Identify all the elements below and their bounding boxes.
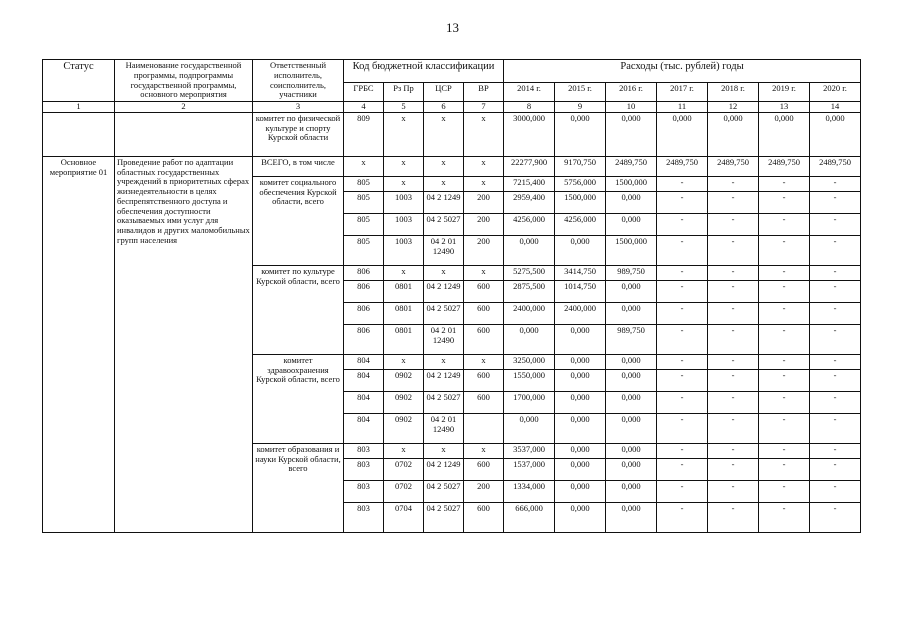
cell-col-6: 04 2 5027 [424, 213, 464, 235]
cell-col-9: 0,000 [555, 391, 606, 413]
cell-col-6: 04 2 1249 [424, 280, 464, 302]
cell-col-6: х [424, 176, 464, 191]
cell-col-13: 0,000 [759, 112, 810, 156]
cell-col-5: х [384, 112, 424, 156]
cell-col-14: - [810, 413, 861, 443]
cell-col-5: 0801 [384, 302, 424, 324]
cell-col-8: 1700,000 [504, 391, 555, 413]
cell-col-11: - [657, 280, 708, 302]
cell-col-10: 0,000 [606, 112, 657, 156]
header-status: Статус [43, 60, 115, 102]
header-sub-10: 2020 г. [810, 82, 861, 101]
total-label: ВСЕГО, в том числе [253, 156, 344, 176]
cell-col-4: 806 [344, 280, 384, 302]
header-budget-code: Код бюджетной классификации [344, 60, 504, 83]
cell-col-12: - [708, 502, 759, 532]
cell-col-14: - [810, 302, 861, 324]
cell-col-14: - [810, 369, 861, 391]
cell-col-11: - [657, 213, 708, 235]
cell-col-8: 2875,500 [504, 280, 555, 302]
cell-col-14: - [810, 235, 861, 265]
header-col-number-2: 2 [115, 102, 253, 113]
cell-col-11: - [657, 480, 708, 502]
cell-col-7: 600 [464, 302, 504, 324]
cell-col-7: х [464, 112, 504, 156]
cell-col-9: 1500,000 [555, 191, 606, 213]
cell-col-10: 0,000 [606, 354, 657, 369]
cell-col-9: 3414,750 [555, 265, 606, 280]
header-responsible: Ответственный исполнитель, соисполнитель, участники [253, 60, 344, 102]
cell-col-5: х [384, 354, 424, 369]
cell-col-10: 0,000 [606, 480, 657, 502]
cell-col-10: 989,750 [606, 265, 657, 280]
cell-col-10: 0,000 [606, 458, 657, 480]
name-cell-empty [115, 112, 253, 156]
event-name: Проведение работ по адаптации областных государственных учреждений в приоритетных сферах жизнедеятельности в целях беспрепятственного доступа и обеспечения доступности оказываемых ими услуг для инвалидов и других маломобильных групп населения [115, 156, 253, 532]
cell-col-6: 04 2 1249 [424, 191, 464, 213]
cell-col-6: х [424, 443, 464, 458]
group-label-3: комитет образования и науки Курской области, всего [253, 443, 344, 532]
cell-col-6: х [424, 265, 464, 280]
cell-col-9: 0,000 [555, 443, 606, 458]
header-col-number-14: 14 [810, 102, 861, 113]
cell-col-4: 806 [344, 265, 384, 280]
table-body [43, 112, 861, 532]
cell-col-13: - [759, 213, 810, 235]
group-label-0: комитет социального обеспечения Курской области, всего [253, 176, 344, 265]
table-row [43, 112, 861, 156]
cell-col-4: 803 [344, 502, 384, 532]
cell-col-12: - [708, 324, 759, 354]
header-col-number-13: 13 [759, 102, 810, 113]
cell-col-6: 04 2 5027 [424, 502, 464, 532]
cell-col-10: 0,000 [606, 443, 657, 458]
cell-col-12: - [708, 443, 759, 458]
cell-col-6: 04 2 01 12490 [424, 413, 464, 443]
header-name: Наименование государственной программы, подпрограммы государственной программы, основного мероприятия [115, 60, 253, 102]
cell-col-11: - [657, 235, 708, 265]
cell-col-5: х [384, 265, 424, 280]
event-status: Основное мероприятие 01 [43, 156, 115, 532]
cell-col-13: 2489,750 [759, 156, 810, 176]
cell-col-8: 1334,000 [504, 480, 555, 502]
cell-col-14: - [810, 280, 861, 302]
cell-col-4: 804 [344, 369, 384, 391]
header-column-numbers [43, 102, 861, 113]
cell-col-13: - [759, 443, 810, 458]
cell-col-4: 803 [344, 480, 384, 502]
cell-col-9: 0,000 [555, 369, 606, 391]
cell-col-14: - [810, 213, 861, 235]
header-sub-6: 2016 г. [606, 82, 657, 101]
cell-col-12: - [708, 280, 759, 302]
cell-col-4: 803 [344, 443, 384, 458]
cell-col-14: - [810, 191, 861, 213]
header-col-number-12: 12 [708, 102, 759, 113]
cell-col-10: 0,000 [606, 213, 657, 235]
cell-col-10: 0,000 [606, 369, 657, 391]
cell-col-8: 1550,000 [504, 369, 555, 391]
cell-col-7: 200 [464, 235, 504, 265]
cell-col-14: - [810, 265, 861, 280]
cell-col-5: 0902 [384, 391, 424, 413]
cell-col-5: 1003 [384, 235, 424, 265]
status-cell-empty [43, 112, 115, 156]
table-row [43, 156, 861, 176]
cell-col-7: 600 [464, 369, 504, 391]
cell-col-9: 0,000 [555, 502, 606, 532]
cell-col-11: - [657, 354, 708, 369]
header-sub-1: Рз Пр [384, 82, 424, 101]
cell-col-4: 805 [344, 213, 384, 235]
header-sub-0: ГРБС [344, 82, 384, 101]
cell-col-4: 805 [344, 176, 384, 191]
cell-col-5: 0801 [384, 280, 424, 302]
header-sub-7: 2017 г. [657, 82, 708, 101]
cell-col-11: - [657, 443, 708, 458]
cell-col-8: 3250,000 [504, 354, 555, 369]
cell-col-11: - [657, 191, 708, 213]
header-sub-3: ВР [464, 82, 504, 101]
cell-col-7: 200 [464, 191, 504, 213]
cell-col-14: - [810, 443, 861, 458]
cell-col-9: 0,000 [555, 324, 606, 354]
cell-col-8: 7215,400 [504, 176, 555, 191]
cell-col-11: - [657, 302, 708, 324]
cell-col-9: 0,000 [555, 458, 606, 480]
cell-col-14: - [810, 480, 861, 502]
cell-col-7: 200 [464, 480, 504, 502]
cell-col-13: - [759, 324, 810, 354]
cell-col-9: 0,000 [555, 413, 606, 443]
cell-col-14: 0,000 [810, 112, 861, 156]
cell-col-10: 0,000 [606, 280, 657, 302]
cell-col-12: - [708, 213, 759, 235]
cell-col-7: 600 [464, 280, 504, 302]
cell-col-13: - [759, 413, 810, 443]
cell-col-10: 0,000 [606, 391, 657, 413]
header-col-number-6: 6 [424, 102, 464, 113]
header-col-number-3: 3 [253, 102, 344, 113]
cell-col-10: 1500,000 [606, 176, 657, 191]
cell-col-14: - [810, 458, 861, 480]
cell-col-9: 0,000 [555, 480, 606, 502]
cell-col-12: - [708, 354, 759, 369]
cell-col-4: 805 [344, 235, 384, 265]
cell-col-4: 809 [344, 112, 384, 156]
cell-col-9: 4256,000 [555, 213, 606, 235]
cell-col-4: х [344, 156, 384, 176]
cell-col-11: - [657, 458, 708, 480]
cell-col-13: - [759, 235, 810, 265]
cell-col-6: 04 2 1249 [424, 369, 464, 391]
cell-col-10: 989,750 [606, 324, 657, 354]
cell-col-7: х [464, 156, 504, 176]
cell-col-6: х [424, 112, 464, 156]
cell-col-4: 804 [344, 354, 384, 369]
cell-col-9: 5756,000 [555, 176, 606, 191]
header-col-number-8: 8 [504, 102, 555, 113]
cell-col-11: - [657, 369, 708, 391]
cell-col-4: 806 [344, 324, 384, 354]
header-col-number-7: 7 [464, 102, 504, 113]
cell-col-10: 1500,000 [606, 235, 657, 265]
cell-col-13: - [759, 502, 810, 532]
budget-table [42, 59, 861, 533]
cell-col-8: 5275,500 [504, 265, 555, 280]
cell-col-13: - [759, 391, 810, 413]
cell-col-14: - [810, 391, 861, 413]
group-label-1: комитет по культуре Курской области, всего [253, 265, 344, 354]
cell-col-10: 0,000 [606, 502, 657, 532]
cell-col-12: - [708, 235, 759, 265]
cell-col-14: - [810, 176, 861, 191]
cell-col-12: 0,000 [708, 112, 759, 156]
cell-col-8: 4256,000 [504, 213, 555, 235]
cell-col-7: х [464, 354, 504, 369]
header-col-number-9: 9 [555, 102, 606, 113]
cell-col-4: 804 [344, 413, 384, 443]
cell-col-12: - [708, 458, 759, 480]
cell-col-6: 04 2 5027 [424, 391, 464, 413]
cell-col-6: 04 2 5027 [424, 302, 464, 324]
cell-col-5: 0702 [384, 458, 424, 480]
cell-col-7: х [464, 176, 504, 191]
cell-col-9: 1014,750 [555, 280, 606, 302]
cell-col-5: х [384, 443, 424, 458]
cell-col-10: 0,000 [606, 191, 657, 213]
header-sub-4: 2014 г. [504, 82, 555, 101]
cell-col-13: - [759, 280, 810, 302]
cell-col-5: 0902 [384, 413, 424, 443]
cell-col-10: 0,000 [606, 413, 657, 443]
cell-col-12: 2489,750 [708, 156, 759, 176]
cell-col-7: 600 [464, 502, 504, 532]
cell-col-13: - [759, 191, 810, 213]
cell-col-8: 3537,000 [504, 443, 555, 458]
cell-col-6: х [424, 354, 464, 369]
cell-col-12: - [708, 413, 759, 443]
cell-col-8: 3000,000 [504, 112, 555, 156]
cell-col-7: х [464, 443, 504, 458]
responsible-cell: комитет по физической культуре и спорту Курской области [253, 112, 344, 156]
header-expenses: Расходы (тыс. рублей) годы [504, 60, 861, 83]
cell-col-12: - [708, 369, 759, 391]
cell-col-8: 1537,000 [504, 458, 555, 480]
cell-col-6: 04 2 01 12490 [424, 235, 464, 265]
cell-col-11: - [657, 502, 708, 532]
cell-col-11: 2489,750 [657, 156, 708, 176]
cell-col-11: - [657, 324, 708, 354]
cell-col-11: - [657, 413, 708, 443]
cell-col-6: 04 2 1249 [424, 458, 464, 480]
cell-col-14: 2489,750 [810, 156, 861, 176]
cell-col-13: - [759, 458, 810, 480]
cell-col-6: 04 2 01 12490 [424, 324, 464, 354]
cell-col-11: 0,000 [657, 112, 708, 156]
cell-col-12: - [708, 391, 759, 413]
cell-col-13: - [759, 369, 810, 391]
cell-col-4: 806 [344, 302, 384, 324]
cell-col-12: - [708, 480, 759, 502]
cell-col-5: 1003 [384, 213, 424, 235]
cell-col-10: 2489,750 [606, 156, 657, 176]
cell-col-8: 2400,000 [504, 302, 555, 324]
cell-col-5: х [384, 176, 424, 191]
cell-col-5: 0702 [384, 480, 424, 502]
cell-col-11: - [657, 265, 708, 280]
cell-col-7: 600 [464, 458, 504, 480]
cell-col-13: - [759, 302, 810, 324]
cell-col-13: - [759, 265, 810, 280]
cell-col-11: - [657, 391, 708, 413]
cell-col-7 [464, 413, 504, 443]
cell-col-4: 805 [344, 191, 384, 213]
cell-col-5: 0902 [384, 369, 424, 391]
header-sub-2: ЦСР [424, 82, 464, 101]
cell-col-7: х [464, 265, 504, 280]
header-col-number-10: 10 [606, 102, 657, 113]
header-col-number-11: 11 [657, 102, 708, 113]
cell-col-8: 22277,900 [504, 156, 555, 176]
cell-col-4: 803 [344, 458, 384, 480]
cell-col-9: 0,000 [555, 354, 606, 369]
cell-col-13: - [759, 480, 810, 502]
cell-col-4: 804 [344, 391, 384, 413]
header-sub-8: 2018 г. [708, 82, 759, 101]
cell-col-7: 600 [464, 391, 504, 413]
cell-col-5: х [384, 156, 424, 176]
cell-col-9: 9170,750 [555, 156, 606, 176]
cell-col-13: - [759, 176, 810, 191]
cell-col-14: - [810, 502, 861, 532]
cell-col-9: 2400,000 [555, 302, 606, 324]
cell-col-5: 0801 [384, 324, 424, 354]
header-col-number-1: 1 [43, 102, 115, 113]
cell-col-14: - [810, 324, 861, 354]
group-label-2: комитет здравоохранения Курской области, всего [253, 354, 344, 443]
header-sub-9: 2019 г. [759, 82, 810, 101]
cell-col-12: - [708, 302, 759, 324]
cell-col-5: 1003 [384, 191, 424, 213]
cell-col-12: - [708, 176, 759, 191]
cell-col-9: 0,000 [555, 112, 606, 156]
cell-col-8: 0,000 [504, 413, 555, 443]
header-col-number-4: 4 [344, 102, 384, 113]
page-number: 13 [446, 20, 459, 35]
cell-col-10: 0,000 [606, 302, 657, 324]
cell-col-12: - [708, 191, 759, 213]
cell-col-8: 0,000 [504, 235, 555, 265]
cell-col-6: х [424, 156, 464, 176]
header-col-number-5: 5 [384, 102, 424, 113]
cell-col-7: 600 [464, 324, 504, 354]
cell-col-8: 666,000 [504, 502, 555, 532]
cell-col-8: 2959,400 [504, 191, 555, 213]
table-header [43, 60, 861, 113]
header-sub-5: 2015 г. [555, 82, 606, 101]
cell-col-8: 0,000 [504, 324, 555, 354]
cell-col-6: 04 2 5027 [424, 480, 464, 502]
cell-col-12: - [708, 265, 759, 280]
cell-col-14: - [810, 354, 861, 369]
cell-col-13: - [759, 354, 810, 369]
cell-col-11: - [657, 176, 708, 191]
cell-col-5: 0704 [384, 502, 424, 532]
cell-col-7: 200 [464, 213, 504, 235]
cell-col-9: 0,000 [555, 235, 606, 265]
